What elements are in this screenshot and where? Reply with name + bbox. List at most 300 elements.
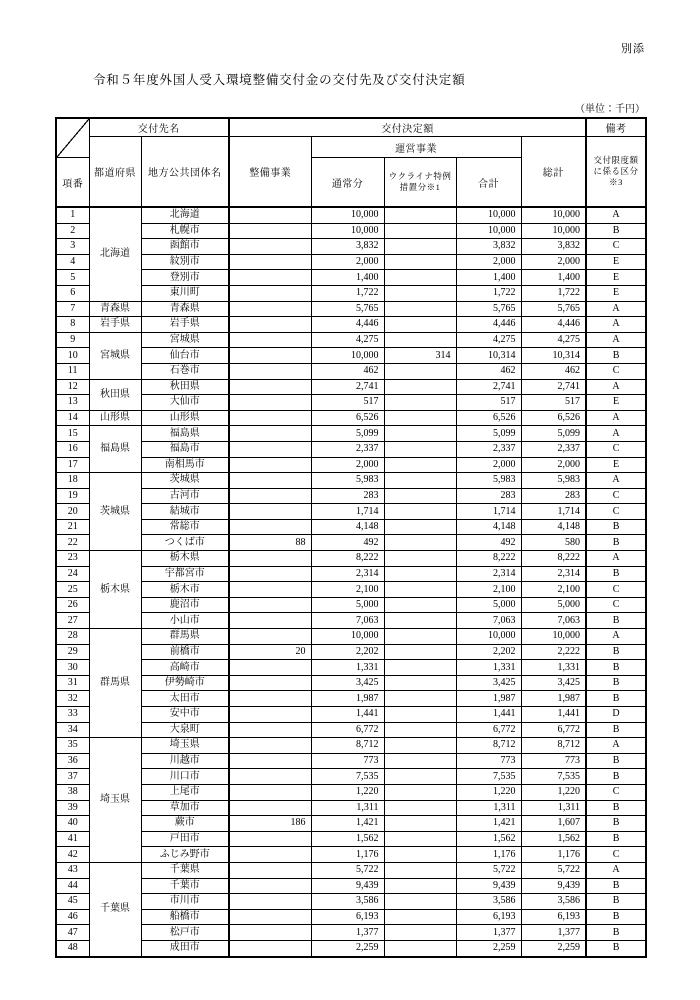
- row-number-cell: 37: [56, 769, 89, 785]
- municipality-cell: 群馬県: [141, 629, 229, 645]
- normal-amount-cell: 9,439: [311, 878, 384, 894]
- table-row: [56, 847, 646, 863]
- table-row: [56, 816, 646, 832]
- header-recipient: 交付先名: [89, 118, 229, 137]
- header-limit-category: 交付限度額に係る区分※3: [586, 137, 646, 208]
- header-municipality: 地方公共団体名: [141, 137, 229, 208]
- ukraine-amount-cell: [384, 738, 456, 754]
- municipality-cell: 札幌市: [141, 223, 229, 239]
- row-number-cell: 29: [56, 644, 89, 660]
- limit-category-cell: A: [586, 317, 646, 333]
- row-number-cell: 20: [56, 504, 89, 520]
- ukraine-amount-cell: [384, 753, 456, 769]
- normal-amount-cell: 2,000: [311, 254, 384, 270]
- improvement-amount-cell: [229, 769, 311, 785]
- subtotal-amount-cell: 4,148: [456, 519, 521, 535]
- ukraine-amount-cell: [384, 722, 456, 738]
- row-number-cell: 28: [56, 629, 89, 645]
- limit-category-cell: E: [586, 457, 646, 473]
- improvement-amount-cell: [229, 940, 311, 956]
- prefecture-cell: 岩手県: [89, 317, 141, 333]
- improvement-amount-cell: [229, 270, 311, 286]
- ukraine-amount-cell: [384, 457, 456, 473]
- subtotal-amount-cell: 2,000: [456, 457, 521, 473]
- municipality-cell: 函館市: [141, 239, 229, 255]
- subtotal-amount-cell: 5,000: [456, 597, 521, 613]
- grand-total-amount-cell: 7,063: [521, 613, 586, 629]
- municipality-cell: 山形県: [141, 410, 229, 426]
- ukraine-amount-cell: [384, 207, 456, 223]
- grand-total-amount-cell: 1,377: [521, 925, 586, 941]
- limit-category-cell: B: [586, 940, 646, 956]
- normal-amount-cell: 2,314: [311, 566, 384, 582]
- improvement-amount-cell: [229, 504, 311, 520]
- municipality-cell: 宮城県: [141, 332, 229, 348]
- table-row: [56, 878, 646, 894]
- table-row: [56, 488, 646, 504]
- normal-amount-cell: 6,193: [311, 909, 384, 925]
- ukraine-amount-cell: [384, 675, 456, 691]
- grand-total-amount-cell: 5,099: [521, 426, 586, 442]
- subtotal-amount-cell: 6,772: [456, 722, 521, 738]
- table-row: [56, 363, 646, 379]
- improvement-amount-cell: [229, 488, 311, 504]
- ukraine-amount-cell: [384, 426, 456, 442]
- normal-amount-cell: 2,259: [311, 940, 384, 956]
- normal-amount-cell: 1,722: [311, 285, 384, 301]
- row-number-cell: 46: [56, 909, 89, 925]
- ukraine-amount-cell: [384, 613, 456, 629]
- limit-category-cell: E: [586, 254, 646, 270]
- row-number-cell: 30: [56, 660, 89, 676]
- normal-amount-cell: 4,148: [311, 519, 384, 535]
- subtotal-amount-cell: 462: [456, 363, 521, 379]
- ukraine-amount-cell: [384, 551, 456, 567]
- grand-total-amount-cell: 1,714: [521, 504, 586, 520]
- ukraine-amount-cell: [384, 644, 456, 660]
- table-row: [56, 738, 646, 754]
- improvement-amount-cell: [229, 473, 311, 489]
- limit-category-cell: B: [586, 878, 646, 894]
- improvement-amount-cell: [229, 831, 311, 847]
- improvement-amount-cell: [229, 519, 311, 535]
- limit-category-cell: C: [586, 441, 646, 457]
- normal-amount-cell: 3,586: [311, 894, 384, 910]
- subtotal-amount-cell: 492: [456, 535, 521, 551]
- grand-total-amount-cell: 6,526: [521, 410, 586, 426]
- ukraine-amount-cell: [384, 535, 456, 551]
- subtotal-amount-cell: 2,000: [456, 254, 521, 270]
- table-row: [56, 410, 646, 426]
- ukraine-amount-cell: [384, 909, 456, 925]
- row-number-cell: 21: [56, 519, 89, 535]
- row-number-cell: 14: [56, 410, 89, 426]
- municipality-cell: 南相馬市: [141, 457, 229, 473]
- table-row: [56, 473, 646, 489]
- normal-amount-cell: 4,275: [311, 332, 384, 348]
- row-number-cell: 39: [56, 800, 89, 816]
- grand-total-amount-cell: 7,535: [521, 769, 586, 785]
- normal-amount-cell: 1,400: [311, 270, 384, 286]
- grand-total-amount-cell: 3,586: [521, 894, 586, 910]
- limit-category-cell: C: [586, 504, 646, 520]
- normal-amount-cell: 6,526: [311, 410, 384, 426]
- grand-total-amount-cell: 580: [521, 535, 586, 551]
- grand-total-amount-cell: 4,275: [521, 332, 586, 348]
- improvement-amount-cell: [229, 441, 311, 457]
- prefecture-cell: 千葉県: [89, 862, 141, 956]
- limit-category-cell: B: [586, 660, 646, 676]
- row-number-cell: 33: [56, 707, 89, 723]
- limit-category-cell: B: [586, 909, 646, 925]
- normal-amount-cell: 3,832: [311, 239, 384, 255]
- improvement-amount-cell: [229, 457, 311, 473]
- limit-category-cell: C: [586, 784, 646, 800]
- grand-total-amount-cell: 2,100: [521, 582, 586, 598]
- normal-amount-cell: 7,063: [311, 613, 384, 629]
- table-row: [56, 270, 646, 286]
- municipality-cell: 高崎市: [141, 660, 229, 676]
- improvement-amount-cell: [229, 332, 311, 348]
- improvement-amount-cell: [229, 862, 311, 878]
- row-number-cell: 17: [56, 457, 89, 473]
- header-decision-amount: 交付決定額: [229, 118, 586, 137]
- row-number-cell: 36: [56, 753, 89, 769]
- limit-category-cell: B: [586, 519, 646, 535]
- row-number-cell: 6: [56, 285, 89, 301]
- grand-total-amount-cell: 2,741: [521, 379, 586, 395]
- improvement-amount-cell: [229, 909, 311, 925]
- prefecture-cell: 宮城県: [89, 332, 141, 379]
- limit-category-cell: B: [586, 348, 646, 364]
- municipality-cell: 栃木県: [141, 551, 229, 567]
- prefecture-cell: 埼玉県: [89, 738, 141, 863]
- ukraine-amount-cell: [384, 301, 456, 317]
- normal-amount-cell: 2,000: [311, 457, 384, 473]
- limit-category-cell: A: [586, 332, 646, 348]
- grand-total-amount-cell: 2,222: [521, 644, 586, 660]
- normal-amount-cell: 5,000: [311, 597, 384, 613]
- ukraine-amount-cell: [384, 878, 456, 894]
- limit-category-cell: C: [586, 363, 646, 379]
- subtotal-amount-cell: 1,987: [456, 691, 521, 707]
- normal-amount-cell: 1,562: [311, 831, 384, 847]
- grant-table: [55, 117, 647, 958]
- row-number-cell: 25: [56, 582, 89, 598]
- municipality-cell: 岩手県: [141, 317, 229, 333]
- row-number-cell: 24: [56, 566, 89, 582]
- row-number-cell: 22: [56, 535, 89, 551]
- subtotal-amount-cell: 7,535: [456, 769, 521, 785]
- normal-amount-cell: 10,000: [311, 348, 384, 364]
- row-number-cell: 15: [56, 426, 89, 442]
- grand-total-amount-cell: 5,765: [521, 301, 586, 317]
- normal-amount-cell: 492: [311, 535, 384, 551]
- grand-total-amount-cell: 1,176: [521, 847, 586, 863]
- improvement-amount-cell: [229, 738, 311, 754]
- municipality-cell: 川口市: [141, 769, 229, 785]
- diagonal-header-cell: [56, 118, 89, 158]
- table-row: [56, 800, 646, 816]
- table-row: [56, 909, 646, 925]
- improvement-amount-cell: [229, 285, 311, 301]
- improvement-amount-cell: [229, 878, 311, 894]
- prefecture-cell: 青森県: [89, 301, 141, 317]
- subtotal-amount-cell: 6,526: [456, 410, 521, 426]
- ukraine-amount-cell: [384, 629, 456, 645]
- subtotal-amount-cell: 1,220: [456, 784, 521, 800]
- table-row: [56, 285, 646, 301]
- header-normal-portion: 通常分: [311, 158, 384, 208]
- grand-total-amount-cell: 1,331: [521, 660, 586, 676]
- ukraine-amount-cell: [384, 285, 456, 301]
- normal-amount-cell: 1,714: [311, 504, 384, 520]
- subtotal-amount-cell: 2,259: [456, 940, 521, 956]
- municipality-cell: 安中市: [141, 707, 229, 723]
- municipality-cell: 市川市: [141, 894, 229, 910]
- row-number-cell: 32: [56, 691, 89, 707]
- grand-total-amount-cell: 1,987: [521, 691, 586, 707]
- improvement-amount-cell: [229, 722, 311, 738]
- ukraine-amount-cell: [384, 410, 456, 426]
- improvement-amount-cell: [229, 894, 311, 910]
- limit-category-cell: B: [586, 613, 646, 629]
- grand-total-amount-cell: 8,222: [521, 551, 586, 567]
- improvement-amount-cell: [229, 597, 311, 613]
- normal-amount-cell: 5,765: [311, 301, 384, 317]
- normal-amount-cell: 2,202: [311, 644, 384, 660]
- improvement-amount-cell: [229, 551, 311, 567]
- row-number-cell: 26: [56, 597, 89, 613]
- limit-category-cell: A: [586, 426, 646, 442]
- table-body: [56, 207, 646, 957]
- normal-amount-cell: 3,425: [311, 675, 384, 691]
- grand-total-amount-cell: 5,983: [521, 473, 586, 489]
- row-number-cell: 9: [56, 332, 89, 348]
- header-operation-project: 運営事業: [311, 137, 521, 158]
- subtotal-amount-cell: 2,314: [456, 566, 521, 582]
- limit-category-cell: B: [586, 722, 646, 738]
- table-row: [56, 613, 646, 629]
- normal-amount-cell: 2,100: [311, 582, 384, 598]
- table-row: [56, 691, 646, 707]
- row-number-cell: 3: [56, 239, 89, 255]
- limit-category-cell: D: [586, 707, 646, 723]
- subtotal-amount-cell: 283: [456, 488, 521, 504]
- row-number-cell: 27: [56, 613, 89, 629]
- municipality-cell: 仙台市: [141, 348, 229, 364]
- grand-total-amount-cell: 517: [521, 395, 586, 411]
- ukraine-amount-cell: [384, 691, 456, 707]
- table-row: [56, 239, 646, 255]
- ukraine-amount-cell: [384, 831, 456, 847]
- ukraine-amount-cell: [384, 707, 456, 723]
- row-number-cell: 10: [56, 348, 89, 364]
- subtotal-amount-cell: 9,439: [456, 878, 521, 894]
- row-number-cell: 34: [56, 722, 89, 738]
- subtotal-amount-cell: 6,193: [456, 909, 521, 925]
- grand-total-amount-cell: 3,425: [521, 675, 586, 691]
- row-number-cell: 18: [56, 473, 89, 489]
- prefecture-cell: 秋田県: [89, 379, 141, 410]
- municipality-cell: 伊勢崎市: [141, 675, 229, 691]
- grand-total-amount-cell: 6,772: [521, 722, 586, 738]
- normal-amount-cell: 5,099: [311, 426, 384, 442]
- municipality-cell: つくば市: [141, 535, 229, 551]
- table-row: [56, 332, 646, 348]
- subtotal-amount-cell: 1,562: [456, 831, 521, 847]
- table-row: [56, 395, 646, 411]
- grand-total-amount-cell: 9,439: [521, 878, 586, 894]
- subtotal-amount-cell: 10,314: [456, 348, 521, 364]
- limit-category-cell: B: [586, 644, 646, 660]
- improvement-amount-cell: [229, 691, 311, 707]
- municipality-cell: 宇都宮市: [141, 566, 229, 582]
- normal-amount-cell: 1,311: [311, 800, 384, 816]
- improvement-amount-cell: [229, 675, 311, 691]
- ukraine-amount-cell: [384, 363, 456, 379]
- row-number-cell: 47: [56, 925, 89, 941]
- municipality-cell: 北海道: [141, 207, 229, 223]
- prefecture-cell: 北海道: [89, 207, 141, 301]
- limit-category-cell: B: [586, 800, 646, 816]
- prefecture-cell: 群馬県: [89, 629, 141, 738]
- normal-amount-cell: 283: [311, 488, 384, 504]
- municipality-cell: 太田市: [141, 691, 229, 707]
- table-row: [56, 317, 646, 333]
- row-number-cell: 23: [56, 551, 89, 567]
- table-row: [56, 535, 646, 551]
- table-row: [56, 551, 646, 567]
- grand-total-amount-cell: 5,722: [521, 862, 586, 878]
- municipality-cell: 常総市: [141, 519, 229, 535]
- subtotal-amount-cell: 773: [456, 753, 521, 769]
- table-row: [56, 348, 646, 364]
- table-row: [56, 784, 646, 800]
- normal-amount-cell: 773: [311, 753, 384, 769]
- limit-category-cell: A: [586, 862, 646, 878]
- grand-total-amount-cell: 462: [521, 363, 586, 379]
- subtotal-amount-cell: 10,000: [456, 223, 521, 239]
- limit-category-cell: E: [586, 285, 646, 301]
- grand-total-amount-cell: 1,607: [521, 816, 586, 832]
- municipality-cell: 埼玉県: [141, 738, 229, 754]
- subtotal-amount-cell: 4,446: [456, 317, 521, 333]
- subtotal-amount-cell: 1,331: [456, 660, 521, 676]
- table-row: [56, 753, 646, 769]
- grand-total-amount-cell: 6,193: [521, 909, 586, 925]
- table-row: [56, 379, 646, 395]
- grand-total-amount-cell: 10,000: [521, 207, 586, 223]
- ukraine-amount-cell: [384, 816, 456, 832]
- row-number-cell: 40: [56, 816, 89, 832]
- row-number-cell: 38: [56, 784, 89, 800]
- grand-total-amount-cell: 10,000: [521, 223, 586, 239]
- normal-amount-cell: 1,220: [311, 784, 384, 800]
- improvement-amount-cell: [229, 254, 311, 270]
- limit-category-cell: B: [586, 769, 646, 785]
- row-number-cell: 44: [56, 878, 89, 894]
- ukraine-amount-cell: [384, 940, 456, 956]
- improvement-amount-cell: [229, 800, 311, 816]
- limit-category-cell: B: [586, 675, 646, 691]
- row-number-cell: 4: [56, 254, 89, 270]
- municipality-cell: 川越市: [141, 753, 229, 769]
- subtotal-amount-cell: 1,400: [456, 270, 521, 286]
- normal-amount-cell: 10,000: [311, 223, 384, 239]
- ukraine-amount-cell: [384, 504, 456, 520]
- subtotal-amount-cell: 3,586: [456, 894, 521, 910]
- normal-amount-cell: 5,722: [311, 862, 384, 878]
- table-row: [56, 769, 646, 785]
- subtotal-amount-cell: 2,100: [456, 582, 521, 598]
- municipality-cell: 福島県: [141, 426, 229, 442]
- improvement-amount-cell: [229, 379, 311, 395]
- table-row: [56, 862, 646, 878]
- ukraine-amount-cell: [384, 847, 456, 863]
- grand-total-amount-cell: 4,148: [521, 519, 586, 535]
- unit-note: （単位：千円）: [575, 104, 645, 115]
- grand-total-amount-cell: 1,220: [521, 784, 586, 800]
- limit-category-cell: A: [586, 738, 646, 754]
- normal-amount-cell: 8,712: [311, 738, 384, 754]
- header-subtotal: 合計: [456, 158, 521, 208]
- table-row: [56, 707, 646, 723]
- header-ukraine-special: ウクライナ特例措置分※1: [384, 158, 456, 208]
- normal-amount-cell: 517: [311, 395, 384, 411]
- ukraine-amount-cell: [384, 597, 456, 613]
- normal-amount-cell: 10,000: [311, 629, 384, 645]
- limit-category-cell: A: [586, 301, 646, 317]
- table-row: [56, 457, 646, 473]
- limit-category-cell: E: [586, 395, 646, 411]
- ukraine-amount-cell: [384, 379, 456, 395]
- subtotal-amount-cell: 5,765: [456, 301, 521, 317]
- subtotal-amount-cell: 1,722: [456, 285, 521, 301]
- table-row: [56, 660, 646, 676]
- ukraine-amount-cell: [384, 395, 456, 411]
- improvement-amount-cell: 88: [229, 535, 311, 551]
- table-row: [56, 519, 646, 535]
- improvement-amount-cell: [229, 613, 311, 629]
- municipality-cell: 千葉県: [141, 862, 229, 878]
- normal-amount-cell: 1,176: [311, 847, 384, 863]
- municipality-cell: 千葉市: [141, 878, 229, 894]
- table-row: [56, 301, 646, 317]
- ukraine-amount-cell: [384, 894, 456, 910]
- limit-category-cell: B: [586, 894, 646, 910]
- table-row: [56, 831, 646, 847]
- header-improvement-project: 整備事業: [229, 137, 311, 208]
- grand-total-amount-cell: 283: [521, 488, 586, 504]
- grand-total-amount-cell: 10,314: [521, 348, 586, 364]
- page-title: 令和５年度外国人受入環境整備交付金の交付先及び交付決定額: [93, 73, 466, 87]
- improvement-amount-cell: [229, 207, 311, 223]
- ukraine-amount-cell: 314: [384, 348, 456, 364]
- municipality-cell: 小山市: [141, 613, 229, 629]
- table-row: [56, 675, 646, 691]
- ukraine-amount-cell: [384, 270, 456, 286]
- row-number-cell: 45: [56, 894, 89, 910]
- improvement-amount-cell: [229, 566, 311, 582]
- table-header: [56, 118, 646, 207]
- limit-category-cell: B: [586, 753, 646, 769]
- improvement-amount-cell: [229, 410, 311, 426]
- municipality-cell: 秋田県: [141, 379, 229, 395]
- improvement-amount-cell: [229, 582, 311, 598]
- ukraine-amount-cell: [384, 441, 456, 457]
- ukraine-amount-cell: [384, 582, 456, 598]
